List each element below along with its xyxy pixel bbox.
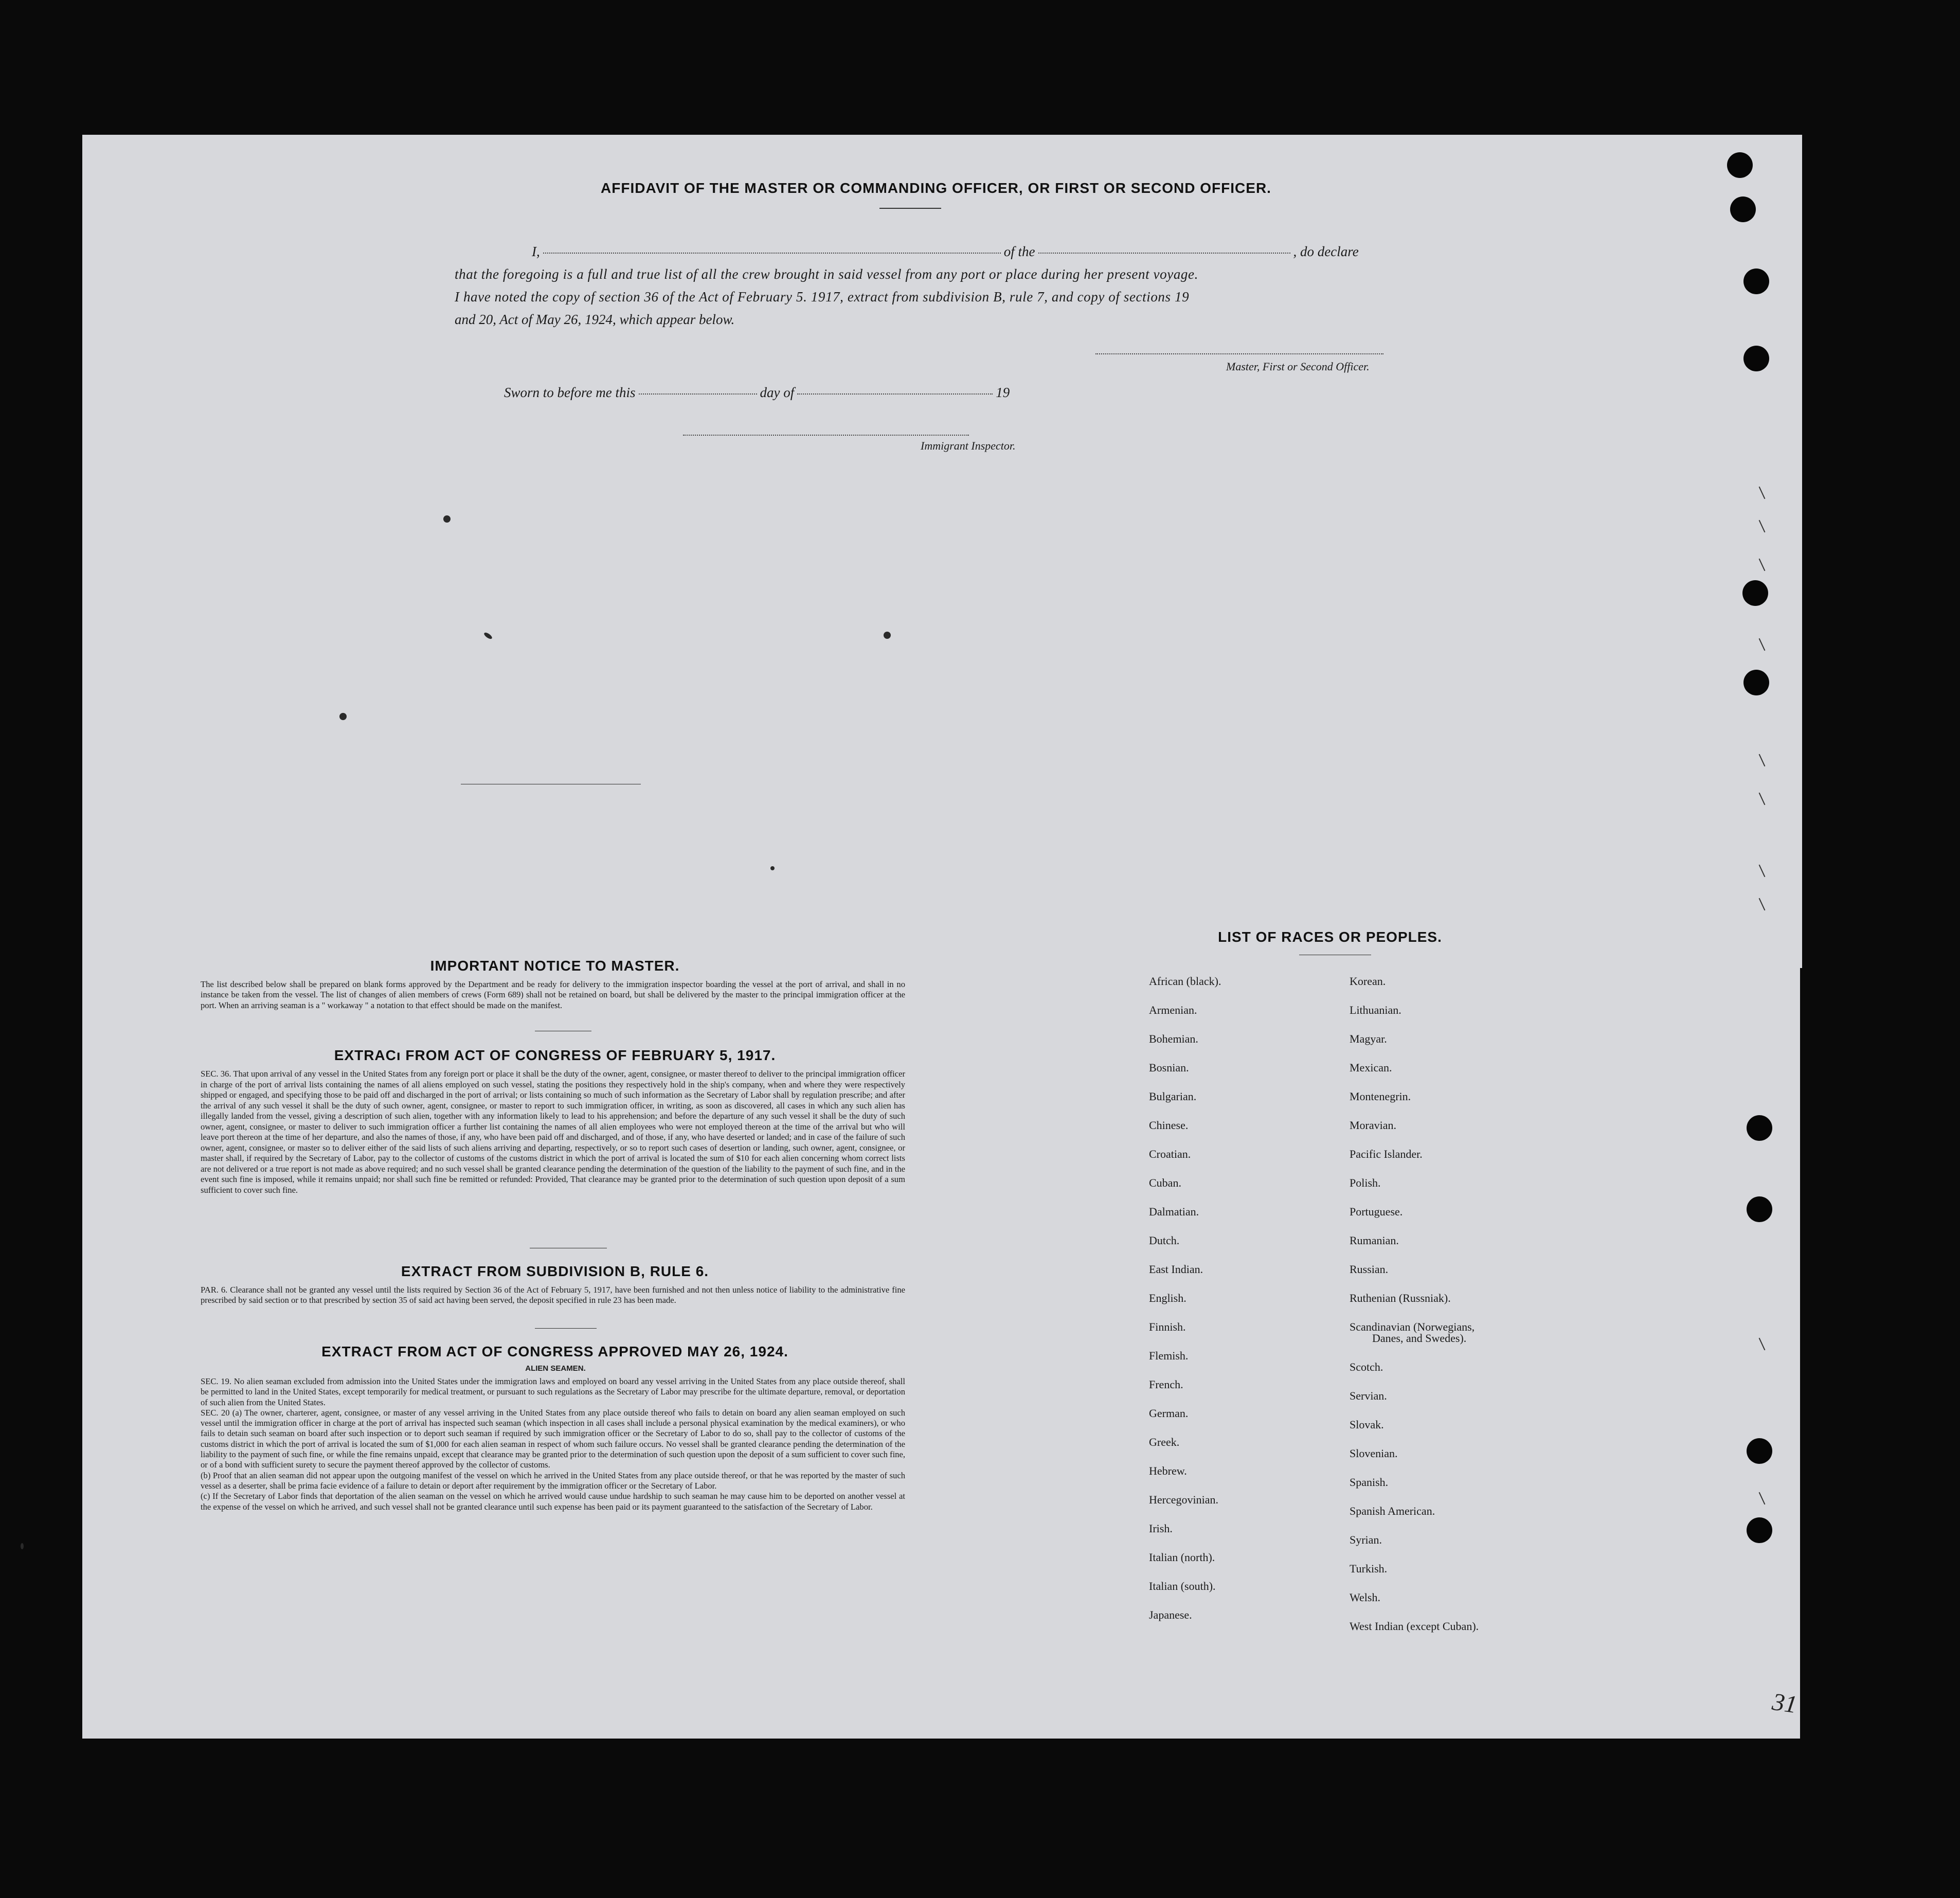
race-item: Croatian. [1149, 1148, 1191, 1160]
master-signature-line [1095, 353, 1383, 354]
race-item: Rumanian. [1350, 1234, 1399, 1247]
race-item: Welsh. [1350, 1591, 1380, 1604]
binder-hole [1742, 580, 1768, 606]
binder-hole [1747, 1438, 1772, 1464]
declaration-end: , do declare [1293, 244, 1359, 259]
race-item: Bulgarian. [1149, 1090, 1197, 1103]
binder-hole [1747, 1196, 1772, 1222]
speck [21, 1543, 24, 1549]
race-item: Hebrew. [1149, 1464, 1187, 1477]
alien-seamen-subheading: ALIEN SEAMEN. [525, 1364, 586, 1373]
races-right-column [1350, 967, 1479, 1641]
race-item: Irish. [1149, 1522, 1173, 1535]
race-item: Greek. [1149, 1436, 1180, 1448]
races-heading: LIST OF RACES OR PEOPLES. [1218, 929, 1442, 945]
race-item: Armenian. [1149, 1004, 1197, 1016]
name-blank [543, 253, 1001, 254]
race-item: Scandinavian (Norwegians, [1350, 1320, 1475, 1333]
heading-rule [879, 208, 941, 209]
race-item: African (black). [1149, 975, 1221, 988]
race-item: Japanese. [1149, 1608, 1192, 1621]
declaration-of-the: of the [1003, 244, 1035, 259]
extract-1924-text [201, 1376, 905, 1512]
race-item: East Indian. [1149, 1263, 1203, 1276]
race-item: Bosnian. [1149, 1061, 1189, 1074]
sec-20c-paragraph: (c) If the Secretary of Labor finds that deportation of the alien seaman on the vessel on which he arrived would cause undue hardship to such seaman he may cause him to be deported on another vessel at the expense of the vessel on which he arrived, and such vessel shall not be granted clearance until such expense has been paid or its payment guaranteed to the satisfaction of the Secretary of Labor. [201, 1491, 905, 1512]
sworn-year: 19 [996, 385, 1010, 400]
binder-hole [1727, 152, 1753, 178]
race-item: Danes, and Swedes). [1372, 1332, 1467, 1345]
race-item: Polish. [1350, 1176, 1381, 1189]
extract-1917-text: SEC. 36. That upon arrival of any vessel in the United States from any foreign port or place it shall be the duty of the owner, agent, consignee, or master thereof to deliver to the principal immigration officer in charge of the port of arrival lists containing the names of all aliens employed on such vessel, stating the positions they respectively hold in the ship's company, when and where they were respectively shipped or engaged, and specifying those to be paid off and discharged in the port of arrival; or lists containing so much of such information as the Secretary of Labor shall by regulation prescribe; and after the arrival of any such vessel it shall be the duty of such owner, agent, consignee, or master to report to such immigration officer, in writing, as soon as discovered, all cases in which any such alien has illegally landed from the vessel, giving a description of such alien, together with any information likely to lead to his apprehension; and before the departure of any such vessel it shall be the duty of such owner, agent, consignee, or master to deliver to such immigration officer a further list containing the names of all alien employees who were not employed thereon at the time of the arrival but who will leave port thereon at the time of her departure, and also the names of those, if any, who have been paid off and discharged, and of those, if any, who have deserted or landed; and in case of the failure of such owner, agent, consignee, or master so to deliver either of the said lists of such aliens arriving and departing, respectively, or so to report such cases of desertion or landing, such owner, agent, consignee, or master shall, if required by the Secretary of Labor, pay to the collector of customs of the customs district in which the port of arrival is located the sum of $10 for each alien concerning whom correct lists are not delivered or a true report is not made as above required; and no such vessel shall be granted clearance pending the determination of the question of the liability to the payment of such fine, and in the event such fine is imposed, while it remains unpaid; nor shall such fine be remitted or refunded: Provided, That clearance may be granted prior to the determination of such question upon deposit of a sum sufficient to cover such fine. [201, 1069, 905, 1195]
race-item: Pacific Islander. [1350, 1148, 1423, 1160]
race-item: Italian (south). [1149, 1580, 1216, 1592]
race-item: Spanish. [1350, 1476, 1389, 1489]
speck [339, 713, 347, 720]
inspector-signature-line [683, 434, 969, 436]
race-item: Turkish. [1350, 1562, 1388, 1575]
race-item: Flemish. [1149, 1349, 1189, 1362]
declaration-i: I, [532, 244, 540, 259]
vessel-blank [1038, 253, 1290, 254]
race-item: Moravian. [1350, 1119, 1397, 1132]
declaration-line-3: I have noted the copy of section 36 of the Act of February 5. 1917, extract from subdivision B, rule 7, and copy of sections 19 [455, 289, 1190, 305]
binder-hole [1743, 346, 1769, 371]
speck [884, 632, 891, 639]
sec-20b-paragraph: (b) Proof that an alien seaman did not appear upon the outgoing manifest of the vessel on which he arrived in the United States from any place outside thereof, or that he was reported by the master of such vessel as a deserter, shall be prima facie evidence of a failure to detain or deport after requirement by the immigration officer or the Secretary of Labor. [201, 1470, 905, 1491]
extract-1917-heading: EXTRACı FROM ACT OF CONGRESS OF FEBRUARY 5, 1917. [334, 1047, 776, 1063]
races-left-column [1149, 967, 1221, 1630]
binder-hole [1747, 1115, 1772, 1141]
race-item: German. [1149, 1407, 1189, 1420]
notice-heading: IMPORTANT NOTICE TO MASTER. [430, 958, 680, 974]
speck [443, 515, 451, 523]
handwritten-page-number: 31 [1770, 1688, 1799, 1719]
race-item: Servian. [1350, 1389, 1387, 1402]
race-item: Bohemian. [1149, 1032, 1198, 1045]
extract-rule6-heading: EXTRACT FROM SUBDIVISION B, RULE 6. [401, 1263, 709, 1279]
race-item: Spanish American. [1350, 1505, 1435, 1517]
notice-text: The list described below shall be prepared on blank forms approved by the Department and be ready for delivery to the immigration inspector boarding the vessel at the port of arrival, and shall in no instance be taken from the vessel. The list of changes of alien members of crews (Form 689) shall not be retained on board, but shall be delivered by the master to the principal immigration officer at the port. When an arriving seaman is a " workaway " a notation to that effect should be made on the manifest. [201, 979, 905, 1010]
speck [770, 866, 775, 870]
race-item: Korean. [1350, 975, 1386, 988]
binder-hole [1743, 268, 1769, 294]
race-item: Finnish. [1149, 1320, 1186, 1333]
affidavit-heading: AFFIDAVIT OF THE MASTER OR COMMANDING OFFICER, OR FIRST OR SECOND OFFICER. [601, 180, 1271, 196]
sec-20a-paragraph: SEC. 20 (a) The owner, charterer, agent, consignee, or master of any vessel arriving in the United States from any place outside thereof who fails to detain on board any alien seaman employed on such vessel until the immigration officer in charge at the port of arrival has inspected such seaman (which inspection in all cases shall include a personal physical examination by the medical examiners), or who fails to detain such seaman on board after such inspection or to deport such seaman if required by such immigration officer or the Secretary of Labor to do so, shall pay to the collector of customs of the customs district in which the port of arrival is located the sum of $1,000 for each alien seaman in respect of whom such failure occurs. No vessel shall be granted clearance pending the determination of the liability to the payment of such fine, or while the fine remains unpaid, except that clearance may be granted prior to the determination of such question upon the deposit of a sum sufficient to cover such fine, or of a bond with sufficient surety to secure the payment thereof approved by the collector of customs. [201, 1407, 905, 1470]
sworn-text: Sworn to before me this [504, 385, 636, 400]
binder-hole [1730, 196, 1756, 222]
race-item: Lithuanian. [1350, 1004, 1401, 1016]
inspector-label: Immigrant Inspector. [921, 439, 1016, 452]
extract-rule6-text: PAR. 6. Clearance shall not be granted any vessel until the lists required by Section 36 of the Act of February 5, 1917, have been furnished and not then unless notice of liability to the administrative fine prescribed by said section or to that prescribed by section 35 of said act having been served, the deposit specified in rule 23 has been made. [201, 1285, 905, 1305]
race-item: Dalmatian. [1149, 1205, 1199, 1218]
day-blank [639, 393, 757, 395]
race-item: English. [1149, 1292, 1186, 1304]
sheet-edge [1790, 135, 1802, 968]
race-item: West Indian (except Cuban). [1350, 1620, 1479, 1633]
sec-19-paragraph: SEC. 19. No alien seaman excluded from admission into the United States under the immigration laws and employed on board any vessel arriving in the United States from any place outside thereof, shall be permitted to land in the United States, except temporarily for medical treatment, or pursuant to such regulations as the Secretary of Labor may prescribe for the ultimate departure, removal, or deportation of such alien from the United States. [201, 1376, 905, 1407]
race-item: Dutch. [1149, 1234, 1180, 1247]
binder-hole [1747, 1517, 1772, 1543]
sworn-day-of: day of [760, 385, 795, 400]
race-item: Portuguese. [1350, 1205, 1403, 1218]
race-item: Italian (north). [1149, 1551, 1215, 1564]
race-item: Mexican. [1350, 1061, 1392, 1074]
race-item: Chinese. [1149, 1119, 1189, 1132]
race-item: Slovenian. [1350, 1447, 1398, 1460]
race-item: Russian. [1350, 1263, 1389, 1276]
binder-hole [1743, 670, 1769, 695]
section-rule [535, 1328, 597, 1329]
race-item: Ruthenian (Russniak). [1350, 1292, 1451, 1304]
race-item: Syrian. [1350, 1533, 1382, 1546]
sworn-line [504, 385, 1010, 401]
declaration-line-4: and 20, Act of May 26, 1924, which appear below. [455, 312, 735, 327]
month-blank [797, 393, 993, 395]
race-item: French. [1149, 1378, 1183, 1391]
race-item: Magyar. [1350, 1032, 1387, 1045]
race-item: Hercegovinian. [1149, 1493, 1218, 1506]
master-signature-label: Master, First or Second Officer. [1226, 360, 1370, 373]
race-item: Montenegrin. [1350, 1090, 1411, 1103]
declaration-line-2: that the foregoing is a full and true list of all the crew brought in said vessel from any port or place during her present voyage. [455, 266, 1198, 282]
race-item: Scotch. [1350, 1360, 1383, 1373]
race-item: Slovak. [1350, 1418, 1384, 1431]
extract-1924-heading: EXTRACT FROM ACT OF CONGRESS APPROVED MAY 26, 1924. [321, 1344, 788, 1359]
declaration-line [532, 244, 1359, 260]
race-item: Cuban. [1149, 1176, 1181, 1189]
